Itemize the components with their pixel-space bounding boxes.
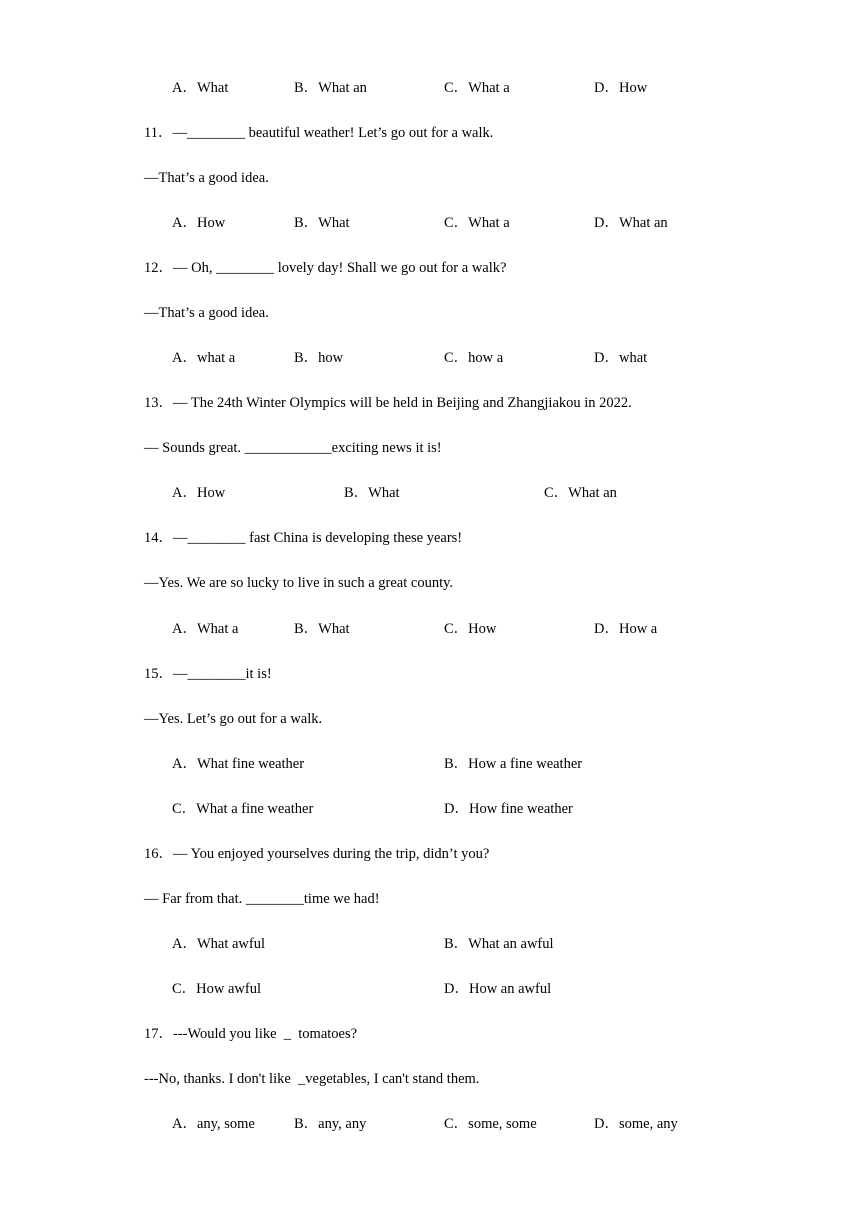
option-10-c: C．What a bbox=[444, 80, 510, 96]
option-17-b: B．any, any bbox=[294, 1116, 367, 1132]
question-11-reply: —That’s a good idea. bbox=[144, 170, 269, 186]
option-15-a: A．What fine weather bbox=[172, 756, 305, 772]
option-11-b: B．What bbox=[294, 215, 350, 231]
option-16-a: A．What awful bbox=[172, 936, 266, 952]
option-13-c: C．What an bbox=[544, 485, 617, 501]
question-13-reply: — Sounds great. ____________exciting news it is! bbox=[144, 440, 442, 456]
option-16-c: C．How awful bbox=[172, 981, 262, 997]
option-17-d: D．some, any bbox=[594, 1116, 678, 1132]
option-10-d: D．How bbox=[594, 80, 648, 96]
option-14-d: D．How a bbox=[594, 621, 658, 637]
option-16-b: B．What an awful bbox=[444, 936, 554, 952]
option-11-c: C．What a bbox=[444, 215, 510, 231]
question-14-stem: 14．—________ fast China is developing these years! bbox=[144, 530, 463, 546]
question-16-reply: — Far from that. ________time we had! bbox=[144, 891, 380, 907]
option-12-a: A．what a bbox=[172, 350, 236, 366]
option-15-c: C．What a fine weather bbox=[172, 801, 314, 817]
option-10-b: B．What an bbox=[294, 80, 367, 96]
option-10-a: A．What bbox=[172, 80, 229, 96]
question-17-reply: ---No, thanks. I don't like _vegetables, I can't stand them. bbox=[144, 1071, 480, 1087]
option-12-c: C．how a bbox=[444, 350, 504, 366]
question-13-stem: 13．— The 24th Winter Olympics will be held in Beijing and Zhangjiakou in 2022. bbox=[144, 395, 632, 411]
question-15-reply: —Yes. Let’s go out for a walk. bbox=[144, 711, 323, 727]
option-14-a: A．What a bbox=[172, 621, 239, 637]
option-15-b: B．How a fine weather bbox=[444, 756, 583, 772]
question-15-stem: 15．—________it is! bbox=[144, 666, 272, 682]
option-11-d: D．What an bbox=[594, 215, 668, 231]
option-13-b: B．What bbox=[344, 485, 400, 501]
option-14-b: B．What bbox=[294, 621, 350, 637]
option-12-b: B．how bbox=[294, 350, 344, 366]
option-13-a: A．How bbox=[172, 485, 226, 501]
question-11-stem: 11．—________ beautiful weather! Let’s go out for a walk. bbox=[144, 125, 494, 141]
option-17-a: A．any, some bbox=[172, 1116, 255, 1132]
option-15-d: D．How fine weather bbox=[444, 801, 573, 817]
option-11-a: A．How bbox=[172, 215, 226, 231]
question-12-stem: 12．— Oh, ________ lovely day! Shall we go out for a walk? bbox=[144, 260, 507, 276]
question-14-reply: —Yes. We are so lucky to live in such a great county. bbox=[144, 575, 454, 591]
question-16-stem: 16．— You enjoyed yourselves during the trip, didn’t you? bbox=[144, 846, 490, 862]
question-12-reply: —That’s a good idea. bbox=[144, 305, 269, 321]
option-14-c: C．How bbox=[444, 621, 497, 637]
option-17-c: C．some, some bbox=[444, 1116, 537, 1132]
option-12-d: D．what bbox=[594, 350, 648, 366]
question-17-stem: 17．---Would you like _ tomatoes? bbox=[144, 1026, 358, 1042]
option-16-d: D．How an awful bbox=[444, 981, 552, 997]
